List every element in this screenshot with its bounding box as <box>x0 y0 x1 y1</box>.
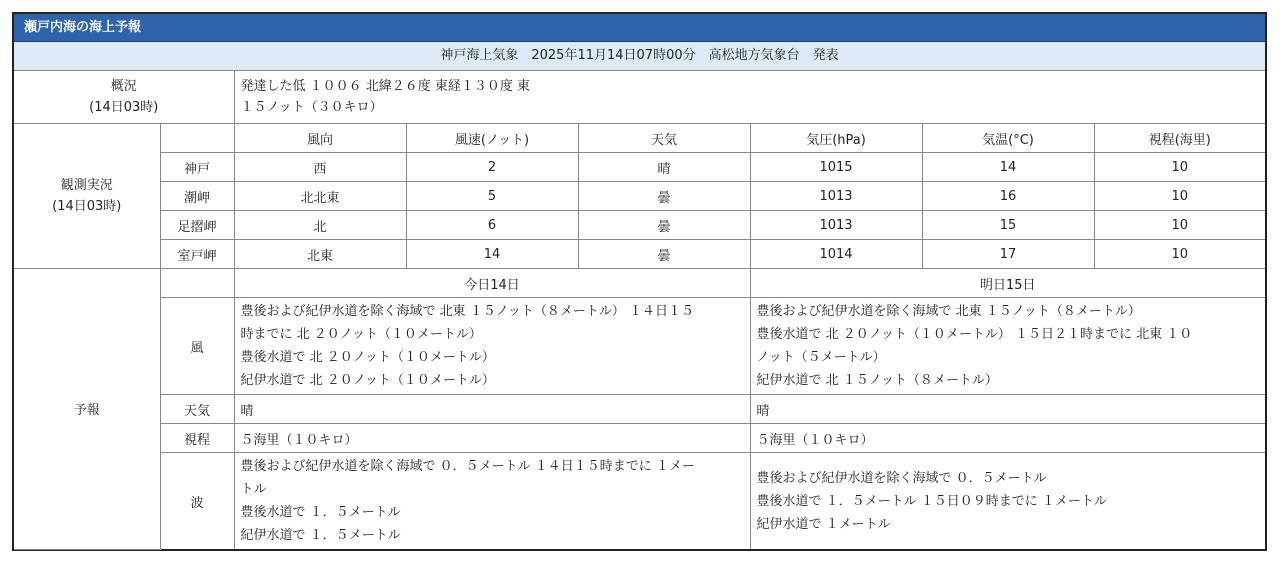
forecast-weather-day1: 晴 <box>234 395 750 424</box>
forecast-wave-day2 <box>750 453 1265 550</box>
temperature: 17 <box>922 240 1094 269</box>
overview-text <box>234 71 1265 124</box>
weather: 晴 <box>578 153 750 182</box>
station-name: 足摺岬 <box>160 211 234 240</box>
pressure: 1013 <box>750 211 922 240</box>
table-row <box>14 240 1265 269</box>
weather: 曇 <box>578 182 750 211</box>
wind-speed: 5 <box>406 182 578 211</box>
forecast-day1-header: 今日14日 <box>234 269 750 298</box>
forecast-wave-day1 <box>234 453 750 550</box>
overview-label: 概況 <box>110 79 137 94</box>
panel-title: 瀬戸内海の海上予報 <box>14 14 1265 42</box>
text-line: 紀伊水道で １．５メートル <box>240 528 401 543</box>
forecast-wind-day2 <box>750 298 1265 395</box>
overview-line: 発達した低 １００６ 北緯２６度 東経１３０度 東 <box>240 79 531 94</box>
wind-speed: 2 <box>406 153 578 182</box>
visibility: 10 <box>1094 240 1265 269</box>
forecast-visibility-row <box>14 424 1265 453</box>
forecast-wind-row <box>14 298 1265 395</box>
issued-line: 神戸海上気象 2025年11月14日07時00分 高松地方気象台 発表 <box>14 42 1265 71</box>
forecast-wave-row <box>14 453 1265 550</box>
temperature: 16 <box>922 182 1094 211</box>
wind-direction: 西 <box>234 153 406 182</box>
visibility: 10 <box>1094 182 1265 211</box>
station-name: 室戸岬 <box>160 240 234 269</box>
table-row <box>14 211 1265 240</box>
wind-direction: 北東 <box>234 240 406 269</box>
wind-direction: 北 <box>234 211 406 240</box>
forecast-header-row <box>14 269 1265 298</box>
header-pressure: 気圧(hPa) <box>750 124 922 153</box>
pressure: 1013 <box>750 182 922 211</box>
text-line: ノット（５メートル） <box>756 350 886 365</box>
text-line: 豊後および紀伊水道を除く海域で ０．５メートル １４日１５時までに １メー <box>240 459 695 474</box>
text-line: 紀伊水道で 北 ２０ノット（１０メートル） <box>240 373 495 388</box>
station-name: 神戸 <box>160 153 234 182</box>
forecast-visibility-label: 視程 <box>160 424 234 453</box>
overview-line: １５ノット（３０キロ） <box>240 100 383 115</box>
observation-label-cell <box>14 124 160 269</box>
overview-row <box>14 71 1265 124</box>
text-line: 紀伊水道で 北 １５ノット（８メートル） <box>756 373 998 388</box>
observation-header-row <box>14 124 1265 153</box>
visibility: 10 <box>1094 153 1265 182</box>
forecast-visibility-day1: ５海里（１０キロ） <box>234 424 750 453</box>
text-line: 豊後および紀伊水道を除く海域で 北東 １５ノット（８メートル） １４日１５ <box>240 304 695 319</box>
text-line: 紀伊水道で １メートル <box>756 516 891 532</box>
observation-time: (14日03時) <box>52 199 122 214</box>
observation-label: 観測実況 <box>60 178 113 193</box>
temperature: 14 <box>922 153 1094 182</box>
text-line: 豊後水道で １．５メートル １５日０９時までに １メートル <box>756 493 1107 509</box>
forecast-table <box>14 71 1265 550</box>
forecast-day2-header: 明日15日 <box>750 269 1265 298</box>
header-temperature: 気温(°C) <box>922 124 1094 153</box>
header-visibility: 視程(海里) <box>1094 124 1265 153</box>
overview-time: (14日03時) <box>89 100 159 115</box>
marine-forecast-panel <box>12 12 1267 551</box>
forecast-wind-label: 風 <box>160 298 234 395</box>
forecast-label: 予報 <box>14 269 160 550</box>
forecast-weather-label: 天気 <box>160 395 234 424</box>
forecast-wind-day1 <box>234 298 750 395</box>
table-row <box>14 153 1265 182</box>
weather: 曇 <box>578 211 750 240</box>
text-line: 時までに 北 ２０ノット（１０メートル） <box>240 327 482 342</box>
text-line: 豊後および紀伊水道を除く海域で ０．５メートル <box>756 470 1047 486</box>
text-line: 豊後水道で 北 ２０ノット（１０メートル） １５日２１時までに 北東 １０ <box>756 327 1193 342</box>
forecast-visibility-day2: ５海里（１０キロ） <box>750 424 1265 453</box>
table-row <box>14 182 1265 211</box>
overview-label-cell <box>14 71 234 124</box>
wind-speed: 6 <box>406 211 578 240</box>
wind-speed: 14 <box>406 240 578 269</box>
header-wind-direction: 風向 <box>234 124 406 153</box>
header-weather: 天気 <box>578 124 750 153</box>
header-blank <box>160 269 234 298</box>
pressure: 1014 <box>750 240 922 269</box>
weather: 曇 <box>578 240 750 269</box>
text-line: トル <box>240 482 267 497</box>
header-wind-speed: 風速(ノット) <box>406 124 578 153</box>
text-line: 豊後水道で 北 ２０ノット（１０メートル） <box>240 350 495 365</box>
wind-direction: 北北東 <box>234 182 406 211</box>
forecast-weather-day2: 晴 <box>750 395 1265 424</box>
header-blank <box>160 124 234 153</box>
text-line: 豊後水道で １．５メートル <box>240 505 401 520</box>
station-name: 潮岬 <box>160 182 234 211</box>
forecast-weather-row <box>14 395 1265 424</box>
text-line: 豊後および紀伊水道を除く海域で 北東 １５ノット（８メートル） <box>756 304 1141 319</box>
temperature: 15 <box>922 211 1094 240</box>
pressure: 1015 <box>750 153 922 182</box>
visibility: 10 <box>1094 211 1265 240</box>
forecast-wave-label: 波 <box>160 453 234 550</box>
